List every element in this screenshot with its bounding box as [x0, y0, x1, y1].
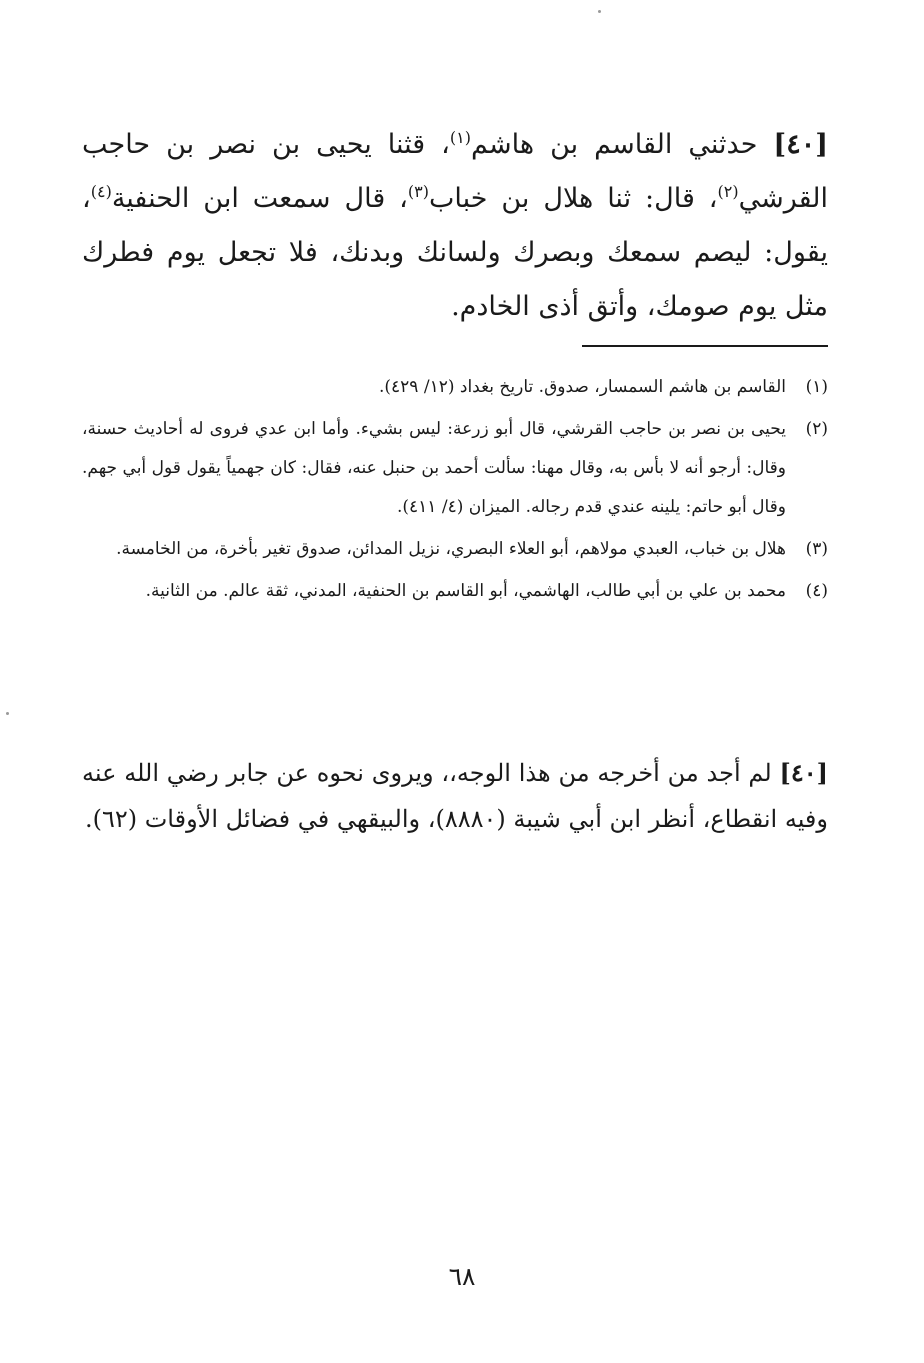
- footnotes-list: [82, 368, 828, 614]
- hadith-text-part: حدثني القاسم بن هاشم: [471, 129, 774, 160]
- footnote-separator: [582, 345, 828, 347]
- hadith-text-part: ، قال: ثنا هلال بن خباب: [428, 183, 718, 214]
- footnote-item: [82, 368, 828, 407]
- footnote-ref-2[interactable]: (٢): [717, 182, 739, 201]
- scan-speck: [6, 712, 9, 715]
- hadith-text-part: ، قال سمعت ابن الحنفية: [111, 183, 408, 214]
- scan-speck: [598, 10, 601, 13]
- footnote-text: محمد بن علي بن أبي طالب، الهاشمي، أبو القاسم بن الحنفية، المدني، ثقة عالم. من الثانية.: [145, 581, 786, 601]
- footnote-ref-4[interactable]: (٤): [90, 182, 112, 201]
- footnote-text: القاسم بن هاشم السمسار، صدوق. تاريخ بغداد (١٢/ ٤٢٩).: [378, 377, 786, 397]
- footnote-text: يحيى بن نصر بن حاجب القرشي، قال أبو زرعة: ليس بشيء. وأما ابن عدي فروى له أحاديث حسنة، وقال: أرجو أنه لا بأس به، وقال مهنا: سألت أحمد بن حنبل عنه، فقال: كان جهمياً يقول قول أبي جهم. وقال أبو حاتم: يلينه عندي قدم رجاله. الميزان (٤/ ٤١١).: [82, 419, 786, 517]
- footnote-item: [82, 410, 828, 527]
- footnote-text: هلال بن خباب، العبدي مولاهم، أبو العلاء البصري، نزيل المدائن، صدوق تغير بأخرة، من الخامسة.: [116, 539, 786, 559]
- takhrij-number: [٤٠]: [779, 758, 828, 787]
- hadith-text-part: ، قثنا يحيى بن نصر بن حاجب القرشي: [82, 129, 828, 214]
- main-hadith-text: [82, 118, 828, 334]
- footnote-item: [82, 530, 828, 569]
- footnote-number: (١): [805, 377, 828, 397]
- hadith-text-part: ، يقول: ليصم سمعك وبصرك ولسانك وبدنك، فلا تجعل يوم فطرك مثل يوم صومك، وأتق أذى الخادم.: [82, 183, 828, 322]
- footnote-ref-3[interactable]: (٣): [407, 182, 429, 201]
- footnote-item: [82, 572, 828, 611]
- footnote-number: (٢): [805, 419, 828, 439]
- footnote-ref-1[interactable]: (١): [449, 128, 471, 147]
- takhrij-note: [82, 750, 828, 842]
- footnote-number: (٣): [805, 539, 828, 559]
- page-number: ٦٨: [448, 1262, 476, 1291]
- hadith-number: [٤٠]: [773, 129, 828, 160]
- takhrij-text: لم أجد من أخرجه من هذا الوجه،، ويروى نحوه عن جابر رضي الله عنه وفيه انقطاع، أنظر ابن أبي شيبة (٨٨٨٠)، والبيقهي في فضائل الأوقات (٦٢).: [82, 759, 828, 833]
- footnote-number: (٤): [805, 581, 828, 601]
